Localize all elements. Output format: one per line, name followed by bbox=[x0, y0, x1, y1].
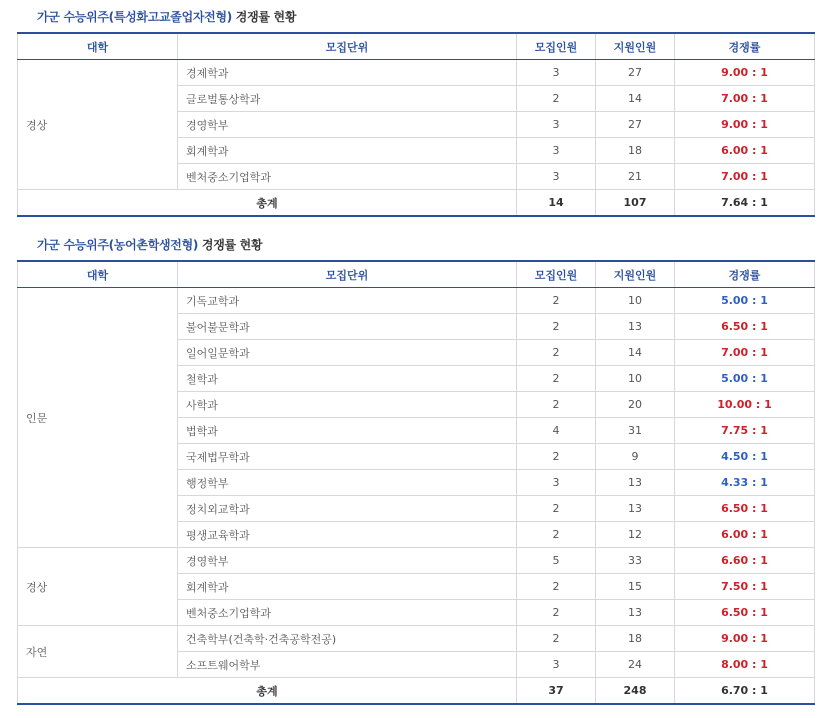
unit-cell: 건축학부(건축학·건축공학전공) bbox=[178, 626, 517, 652]
unit-cell: 회계학과 bbox=[178, 574, 517, 600]
table-header-row bbox=[18, 33, 815, 60]
college-cell: 인문 bbox=[18, 288, 178, 548]
applicants-cell: 24 bbox=[596, 652, 675, 678]
total-rate: 6.70 : 1 bbox=[675, 678, 815, 705]
quota-cell: 2 bbox=[517, 600, 596, 626]
unit-cell: 국제법무학과 bbox=[178, 444, 517, 470]
rate-cell: 8.00 : 1 bbox=[675, 652, 815, 678]
unit-cell: 철학과 bbox=[178, 366, 517, 392]
section2-table bbox=[17, 260, 815, 705]
section2-title bbox=[37, 236, 262, 253]
total-row bbox=[18, 678, 815, 705]
rate-cell: 7.50 : 1 bbox=[675, 574, 815, 600]
applicants-cell: 13 bbox=[596, 470, 675, 496]
quota-cell: 3 bbox=[517, 652, 596, 678]
unit-cell: 불어불문학과 bbox=[178, 314, 517, 340]
quota-cell: 2 bbox=[517, 496, 596, 522]
table-row bbox=[18, 626, 815, 652]
rate-cell: 6.50 : 1 bbox=[675, 496, 815, 522]
header-applicants: 지원인원 bbox=[596, 33, 675, 60]
unit-cell: 법학과 bbox=[178, 418, 517, 444]
total-applicants: 248 bbox=[596, 678, 675, 705]
applicants-cell: 14 bbox=[596, 86, 675, 112]
total-row bbox=[18, 190, 815, 217]
quota-cell: 5 bbox=[517, 548, 596, 574]
table-row bbox=[18, 60, 815, 86]
header-college: 대학 bbox=[18, 261, 178, 288]
rate-cell: 4.50 : 1 bbox=[675, 444, 815, 470]
college-cell: 경상 bbox=[18, 60, 178, 190]
rate-cell: 7.00 : 1 bbox=[675, 340, 815, 366]
rate-cell: 10.00 : 1 bbox=[675, 392, 815, 418]
section1-table bbox=[17, 32, 815, 217]
header-quota: 모집인원 bbox=[517, 33, 596, 60]
rate-cell: 4.33 : 1 bbox=[675, 470, 815, 496]
section2-title-rest: 경쟁률 현황 bbox=[198, 238, 263, 252]
applicants-cell: 13 bbox=[596, 600, 675, 626]
applicants-cell: 9 bbox=[596, 444, 675, 470]
header-unit: 모집단위 bbox=[178, 33, 517, 60]
unit-cell: 벤처중소기업학과 bbox=[178, 600, 517, 626]
section1-title bbox=[37, 8, 296, 25]
unit-cell: 경영학부 bbox=[178, 548, 517, 574]
quota-cell: 2 bbox=[517, 444, 596, 470]
applicants-cell: 21 bbox=[596, 164, 675, 190]
quota-cell: 2 bbox=[517, 574, 596, 600]
section1-title-rest: 경쟁률 현황 bbox=[231, 10, 297, 24]
unit-cell: 소프트웨어학부 bbox=[178, 652, 517, 678]
rate-cell: 9.00 : 1 bbox=[675, 112, 815, 138]
quota-cell: 2 bbox=[517, 340, 596, 366]
rate-cell: 5.00 : 1 bbox=[675, 366, 815, 392]
rate-cell: 7.75 : 1 bbox=[675, 418, 815, 444]
rate-cell: 6.50 : 1 bbox=[675, 314, 815, 340]
table-row bbox=[18, 288, 815, 314]
quota-cell: 2 bbox=[517, 86, 596, 112]
applicants-cell: 27 bbox=[596, 60, 675, 86]
total-label: 총계 bbox=[18, 678, 517, 705]
unit-cell: 정치외교학과 bbox=[178, 496, 517, 522]
header-rate: 경쟁률 bbox=[675, 33, 815, 60]
quota-cell: 3 bbox=[517, 60, 596, 86]
quota-cell: 3 bbox=[517, 112, 596, 138]
applicants-cell: 13 bbox=[596, 314, 675, 340]
header-rate: 경쟁률 bbox=[675, 261, 815, 288]
quota-cell: 2 bbox=[517, 314, 596, 340]
header-applicants: 지원인원 bbox=[596, 261, 675, 288]
quota-cell: 3 bbox=[517, 164, 596, 190]
college-cell: 자연 bbox=[18, 626, 178, 678]
quota-cell: 3 bbox=[517, 138, 596, 164]
unit-cell: 경영학부 bbox=[178, 112, 517, 138]
rate-cell: 5.00 : 1 bbox=[675, 288, 815, 314]
applicants-cell: 10 bbox=[596, 366, 675, 392]
applicants-cell: 13 bbox=[596, 496, 675, 522]
rate-cell: 9.00 : 1 bbox=[675, 60, 815, 86]
quota-cell: 2 bbox=[517, 366, 596, 392]
quota-cell: 4 bbox=[517, 418, 596, 444]
total-applicants: 107 bbox=[596, 190, 675, 217]
total-quota: 37 bbox=[517, 678, 596, 705]
quota-cell: 2 bbox=[517, 392, 596, 418]
quota-cell: 2 bbox=[517, 288, 596, 314]
unit-cell: 글로벌통상학과 bbox=[178, 86, 517, 112]
rate-cell: 7.00 : 1 bbox=[675, 164, 815, 190]
unit-cell: 일어일문학과 bbox=[178, 340, 517, 366]
total-quota: 14 bbox=[517, 190, 596, 217]
applicants-cell: 15 bbox=[596, 574, 675, 600]
header-college: 대학 bbox=[18, 33, 178, 60]
applicants-cell: 33 bbox=[596, 548, 675, 574]
applicants-cell: 20 bbox=[596, 392, 675, 418]
unit-cell: 사학과 bbox=[178, 392, 517, 418]
unit-cell: 경제학과 bbox=[178, 60, 517, 86]
applicants-cell: 10 bbox=[596, 288, 675, 314]
quota-cell: 2 bbox=[517, 626, 596, 652]
rate-cell: 6.50 : 1 bbox=[675, 600, 815, 626]
rate-cell: 6.00 : 1 bbox=[675, 522, 815, 548]
header-unit: 모집단위 bbox=[178, 261, 517, 288]
unit-cell: 행정학부 bbox=[178, 470, 517, 496]
unit-cell: 기독교학과 bbox=[178, 288, 517, 314]
quota-cell: 2 bbox=[517, 522, 596, 548]
rate-cell: 7.00 : 1 bbox=[675, 86, 815, 112]
applicants-cell: 14 bbox=[596, 340, 675, 366]
applicants-cell: 27 bbox=[596, 112, 675, 138]
table-header-row bbox=[18, 261, 815, 288]
applicants-cell: 18 bbox=[596, 138, 675, 164]
unit-cell: 벤처중소기업학과 bbox=[178, 164, 517, 190]
table-row bbox=[18, 548, 815, 574]
section2-title-highlight: 가군 수능위주(농어촌학생전형) bbox=[37, 238, 199, 252]
header-quota: 모집인원 bbox=[517, 261, 596, 288]
applicants-cell: 18 bbox=[596, 626, 675, 652]
total-label: 총계 bbox=[18, 190, 517, 217]
total-rate: 7.64 : 1 bbox=[675, 190, 815, 217]
quota-cell: 3 bbox=[517, 470, 596, 496]
rate-cell: 9.00 : 1 bbox=[675, 626, 815, 652]
unit-cell: 평생교육학과 bbox=[178, 522, 517, 548]
unit-cell: 회계학과 bbox=[178, 138, 517, 164]
applicants-cell: 12 bbox=[596, 522, 675, 548]
section1-title-highlight: 가군 수능위주(특성화고교졸업자전형) bbox=[37, 10, 232, 24]
applicants-cell: 31 bbox=[596, 418, 675, 444]
rate-cell: 6.60 : 1 bbox=[675, 548, 815, 574]
rate-cell: 6.00 : 1 bbox=[675, 138, 815, 164]
college-cell: 경상 bbox=[18, 548, 178, 626]
